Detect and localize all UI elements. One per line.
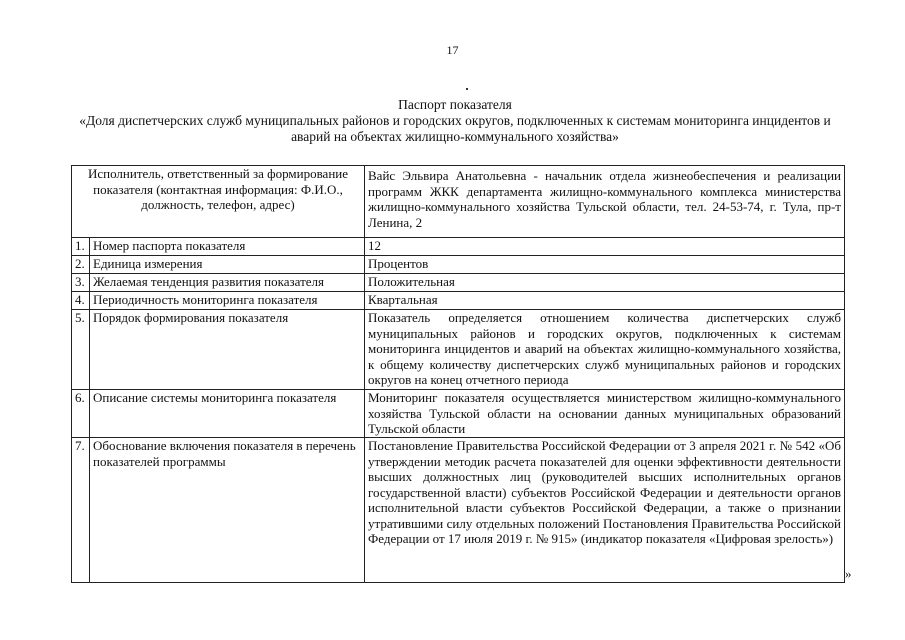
row-value: Мониторинг показателя осуществляется министерством жилищно-коммунального хозяйства Тульской области на основании данных муниципальных образований Тульской области [365,390,845,438]
row-number: 7. [72,438,90,583]
row-value: Процентов [365,256,845,274]
table-row [72,292,845,310]
row-label: Обоснование включения показателя в перечень показателей программы [90,438,365,583]
executor-label: Исполнитель, ответственный за формирование показателя (контактная информация: Ф.И.О., должность, телефон, адрес) [72,166,365,238]
row-number: 5. [72,310,90,390]
row-label: Описание системы мониторинга показателя [90,390,365,438]
table-row [72,256,845,274]
row-label: Периодичность мониторинга показателя [90,292,365,310]
row-label: Номер паспорта показателя [90,238,365,256]
table-row-executor [72,166,845,238]
scan-dot [466,88,468,90]
row-number: 1. [72,238,90,256]
row-number: 4. [72,292,90,310]
title-indicator-name: «Доля диспетчерских служб муниципальных районов и городских округов, подключенных к системам мониторинга инцидентов и аварий на объектах жилищно-коммунального хозяйства» [79,113,831,144]
row-value: Показатель определяется отношением количества диспетчерских служб муниципальных районов и городских округов, подключенных к системам мониторинга инцидентов и аварий на объектах жилищно-коммунального хозяйства, к общему количеству диспетчерских служб муниципальных районов и городских округов на конец отчетного периода [365,310,845,390]
passport-table [71,165,845,583]
document-title [70,97,840,145]
executor-value: Вайс Эльвира Анатольевна - начальник отдела жизнеобеспечения и реализации программ ЖКК департамента жилищно-коммунального комплекса министерства жилищно-коммунального хозяйства Тульской области, тел. 24-53-74, г. Тула, пр-т Ленина, 2 [365,166,845,238]
closing-quote-mark: » [845,566,852,581]
row-label: Единица измерения [90,256,365,274]
row-value: 12 [365,238,845,256]
row-value: Постановление Правительства Российской Федерации от 3 апреля 2021 г. № 542 «Об утверждении методик расчета показателей для оценки эффективности деятельности высших должностных лиц (руководителей высших исполнительных органов государственной власти) субъектов Российской Федерации и деятельности органов исполнительной власти субъектов Российской Федерации, а также о признании утратившими силу отдельных положений Постановления Правительства Российской Федерации от 17 июля 2019 г. № 915» (индикатор показателя «Цифровая зрелость») [365,438,845,583]
table-row [72,310,845,390]
row-value: Положительная [365,274,845,292]
row-label: Порядок формирования показателя [90,310,365,390]
title-heading: Паспорт показателя [398,97,512,112]
table-row [72,274,845,292]
table-row [72,390,845,438]
row-number: 6. [72,390,90,438]
row-number: 2. [72,256,90,274]
table-row [72,438,845,583]
row-label: Желаемая тенденция развития показателя [90,274,365,292]
page-number: 17 [446,43,459,57]
row-number: 3. [72,274,90,292]
row-value: Квартальная [365,292,845,310]
table-row [72,238,845,256]
